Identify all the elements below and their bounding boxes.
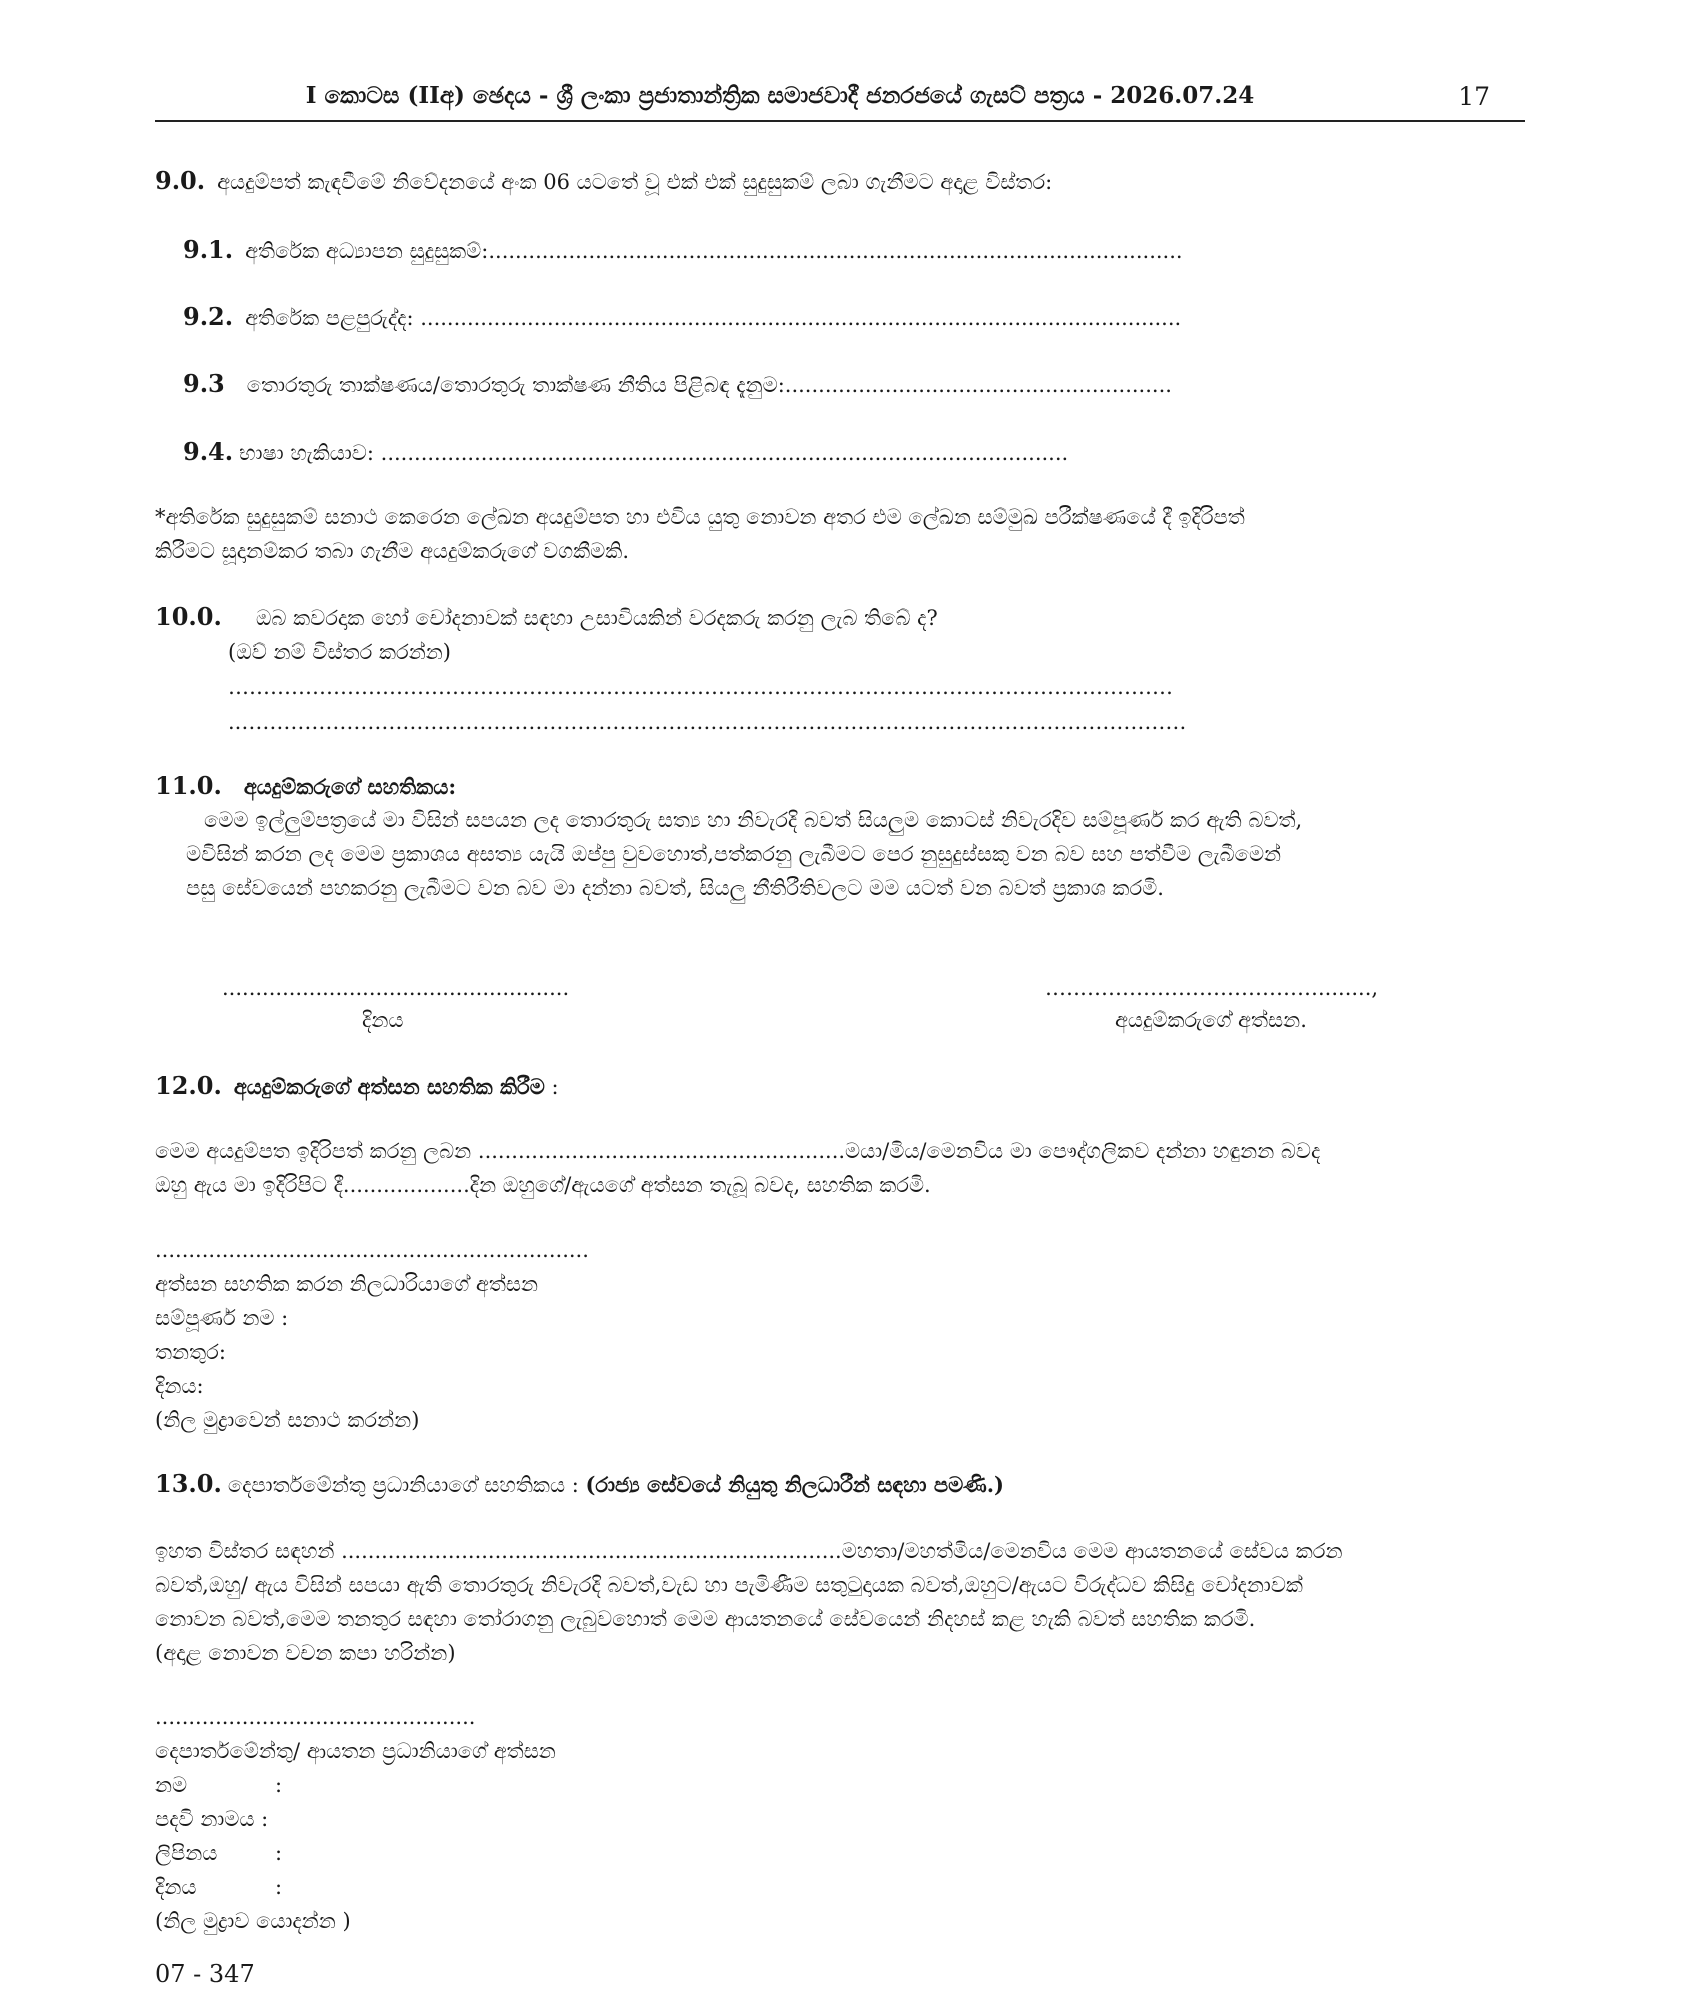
head-cert-line-1: ඉහත විස්තර සඳහන් ...........................................................................මහතා/මහත්මිය/මෙනවිය මෙම ආයතනයේ සේවය කරන	[155, 1539, 1343, 1563]
item-text: අතිරේක පළපුරුද්ද: ..................................................................................................................	[245, 306, 1182, 330]
head-signature-label: දෙපාර්තමේන්තු/ ආයතන ප්‍රධානියාගේ අත්සන	[155, 1739, 556, 1763]
applicant-signature-line: …………………………………........,	[1045, 976, 1379, 1000]
item-text: තොරතුරු තාක්ෂණය/තොරතුරු තාක්ෂණ නීතිය පිළිබඳ දැනුම:..........................................................	[246, 373, 1172, 397]
section-11-number: 11.0.	[155, 771, 222, 800]
item-number: 9.4.	[183, 437, 234, 466]
header-title: I කොටස (IIඅ) ඡෙදය - ශ්‍රී ලංකා ප්‍රජාතාන්ත්‍රික සමාජවාදී ජනරජයේ ගැසට් පත්‍රය - 2026.07.24	[305, 82, 1255, 109]
declaration-line-3: පසු සේවයෙන් පහකරනු ලැබීමට වන බව මා දන්නා බවත්, සියලු නීතිරීතිවලට මම යටත් වන බවත් ප්‍රකාශ කරමි.	[186, 876, 1164, 900]
declaration-line-2: මවිසින් කරන ලද මෙම ප්‍රකාශය අසත්‍ය යැයි ඔප්පු වුවහොත්,පත්කරනු ලැබීමට පෙර නුසුදුස්සකු වන බව සහ පත්වීම ලැබීමෙන්	[186, 842, 1282, 866]
section-10-number: 10.0.	[155, 602, 222, 631]
strike-instruction: (අදාළ නොවන වචන කපා හරින්න)	[155, 1641, 456, 1665]
head-cert-line-3: නොවන බවත්,මෙම තනතුර සඳහා තෝරාගනු ලැබුවහොත් මෙම ආයතනයේ සේවයෙන් නිදහස් කළ හැකි බවත් සහතික කරමි.	[155, 1607, 1256, 1631]
item-number: 9.3	[183, 369, 225, 398]
head-signature-line: ................................................	[155, 1705, 476, 1729]
section-9-heading	[155, 167, 1052, 196]
note-line-1: *අතිරේක සුදුසුකම් සනාථ කෙරෙන ලේඛන අයදුම්පත හා එවිය යුතු නොවන අතර එම ලේඛන සම්මුඛ පරීක්ෂණයේ දී ඉදිරිපත්	[155, 505, 1245, 529]
item-9-3	[183, 370, 1172, 399]
address-field	[155, 1839, 282, 1867]
answer-line-2: ..………………………………………………………………………………………………………………………	[228, 710, 1187, 734]
section-9-number: 9.0.	[155, 166, 206, 195]
field-separator: :	[275, 1773, 283, 1797]
section-12-title: අයදුම්කරුගේ අත්සන සහතික කිරීම	[233, 1074, 545, 1099]
section-12-number: 12.0.	[155, 1071, 222, 1100]
page-header	[155, 80, 1525, 122]
item-9-1	[183, 236, 1183, 265]
section-13-title: දෙපාර්තමේන්තු ප්‍රධානියාගේ සහතිකය :	[227, 1473, 579, 1497]
date-field: දිනය:	[155, 1374, 204, 1398]
section-10-heading	[155, 603, 938, 632]
name-field	[155, 1771, 282, 1799]
section-12-heading	[155, 1072, 559, 1101]
item-9-2	[183, 303, 1181, 332]
designation-field: පදවි නාමය :	[155, 1807, 269, 1831]
head-seal-instruction: (නිල මුද්‍රාව යොදන්න )	[155, 1909, 351, 1933]
field-separator: :	[275, 1841, 283, 1865]
section-11-title: අයදුම්කරුගේ සහතිකය:	[243, 774, 457, 799]
section-13-heading	[155, 1470, 1004, 1499]
section-10-hint: (ඔව් නම් විස්තර කරන්න)	[228, 640, 451, 664]
item-9-4	[183, 438, 1068, 467]
field-label: නම	[155, 1773, 188, 1797]
item-number: 9.2.	[183, 302, 234, 331]
attestation-line-1: මෙම අයදුම්පත ඉදිරිපත් කරනු ලබන .......................................................මයා/මිය/මෙනවිය මා පෞද්ගලිකව දන්නා හඳුනන බවද	[155, 1139, 1321, 1163]
position-field: තනතුර:	[155, 1340, 226, 1364]
declaration-line-1: මෙම ඉල්ලුම්පත්‍රයේ මා විසින් සපයන ලද තොරතුරු සත්‍ය හා නිවැරදි බවත් සියලුම කොටස් නිවැරදිව සම්පූර්ණ කර ඇති බවත්,	[204, 808, 1303, 832]
footer-code: 07 - 347	[155, 1960, 255, 1988]
head-date-field	[155, 1873, 282, 1901]
page-number: 17	[1458, 82, 1490, 111]
section-13-subtitle: (රාජ්‍ය සේවයේ නියුතු නිලධාරීන් සඳහා පමණි.)	[585, 1472, 1004, 1497]
section-11-heading	[155, 772, 456, 801]
item-text: අතිරේක අධ්‍යාපන සුදුසුකම්:........................................................................................................	[245, 239, 1183, 263]
head-cert-line-2: බවත්,ඔහු/ ඇය විසින් සපයා ඇති තොරතුරු නිවැරදි බවත්,වැඩ හා පැමිණීම සතුටුදායක බවත්,ඔහුට/ඇයට විරුද්ධව කිසිදු චෝදනාවක්	[155, 1573, 1303, 1597]
officer-signature-line: .................................................................	[155, 1238, 589, 1262]
date-label: දිනය	[362, 1008, 404, 1032]
field-label: ලිපිනය	[155, 1841, 218, 1865]
full-name-field: සම්පූර්ණ නම :	[155, 1306, 289, 1330]
field-label: දිනය	[155, 1875, 197, 1899]
note-line-2: කිරීමට සූදානම්කර තබා ගැනීම අයදුම්කරුගේ වගකීමකි.	[155, 539, 629, 563]
item-number: 9.1.	[183, 235, 234, 264]
section-9-text: අයදුම්පත් කැඳවීමේ නිවේදනයේ අංක 06 යටතේ වූ එක් එක් සුදුසුකම් ලබා ගැනීමට අදාළ විස්තර:	[217, 170, 1053, 194]
seal-instruction: (නිල මුද්‍රාවෙන් සනාථ කරන්න)	[155, 1408, 420, 1432]
item-text: භාෂා හැකියාව: .......................................................................................................	[239, 441, 1069, 465]
applicant-signature-label: අයදුම්කරුගේ අත්සන.	[1115, 1008, 1307, 1032]
field-separator: :	[275, 1875, 283, 1899]
section-13-number: 13.0.	[155, 1469, 222, 1498]
officer-signature-label: අත්සන සහතික කරන නිලධාරියාගේ අත්සන	[155, 1272, 539, 1296]
section-10-question: ඔබ කවරදාක හෝ චෝදනාවක් සඳහා උසාවියකින් වරදකරු කරනු ලැබ තිබේ ද?	[255, 606, 938, 630]
answer-line-1: ………………………………………………………………………………………………………………………	[228, 675, 1173, 699]
date-signature-line: ....................................................	[222, 976, 570, 1000]
section-12-colon: :	[544, 1075, 559, 1099]
attestation-line-2: ඔහු ඇය මා ඉදිරිපිට දී...................දින ඔහුගේ/ඇයගේ අත්සන තැබූ බවද, සහතික කරමි.	[155, 1173, 931, 1197]
